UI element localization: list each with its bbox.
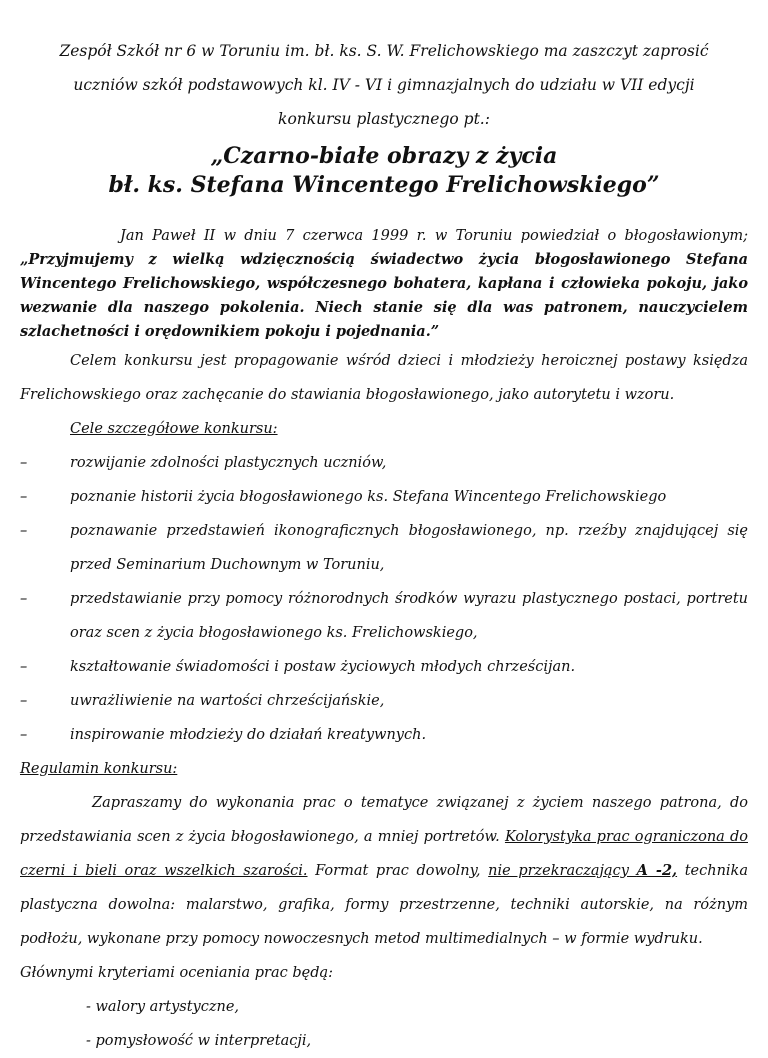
intro-line: Zespół Szkół nr 6 w Toruniu im. bł. ks. S. W. Frelichowskiego ma zaszczyt zaprosić	[59, 42, 709, 60]
rules-heading: Regulamin konkursu:	[20, 761, 178, 777]
rules-text: technika plastyczna dowolna: malarstwo, grafika, formy przestrzenne, techniki autorskie, na różnym podłożu, wykonane przy pomocy nowoczesnych metod multimedialnych – w formie wydruku.	[20, 863, 748, 947]
rules-color-restriction: Kolorystyka prac ograniczona do czerni i bieli oraz wszelkich szarości.	[20, 829, 748, 879]
list-item: – uwrażliwienie na wartości chrześcijańskie,	[20, 684, 748, 718]
list-item: – poznanie historii życia błogosławionego ks. Stefana Wincentego Frelichowskiego	[20, 480, 748, 514]
rules-format-size: A -2,	[636, 862, 678, 879]
list-item: – poznawanie przedstawień ikonograficznych błogosławionego, np. rzeźby znajdującej się przed Seminarium Duchownym w Toruniu,	[20, 514, 748, 582]
dash-bullet: –	[20, 693, 28, 709]
rules-text: Format prac dowolny,	[307, 863, 489, 879]
goals-heading: Cele szczegółowe konkursu:	[70, 421, 278, 437]
title-line: bł. ks. Stefana Wincentego Frelichowskiego”	[108, 172, 660, 198]
intro-line: uczniów szkół podstawowych kl. IV - VI i gimnazjalnych do udziału w VII edycji	[73, 76, 695, 94]
contest-title	[20, 142, 748, 200]
pope-quote: „Przyjmujemy z wielką wdzięcznością świadectwo życia błogosławionego Stefana Wincentego Frelichowskiego, współczesnego bohatera, kapłana i człowieka pokoju, jako wezwanie dla naszego pokolenia. Niech stanie się dla was patronem, nauczycielem szlachetności i orędownikiem pokoju i pojednania.”	[20, 251, 748, 340]
quote-lead: Jan Paweł II w dniu 7 czerwca 1999 r. w Toruniu powiedział o błogosławionym;	[120, 228, 748, 244]
rules-format-limit: nie przekraczający	[488, 863, 637, 879]
invitation-intro	[20, 0, 748, 136]
list-item: – inspirowanie młodzieży do działań kreatywnych.	[20, 718, 748, 752]
list-item: – rozwijanie zdolności plastycznych uczniów,	[20, 446, 748, 480]
intro-line: konkursu plastycznego pt.:	[278, 110, 490, 128]
criteria-list	[20, 990, 748, 1058]
dash-bullet: –	[20, 727, 28, 743]
list-item: - pomysłowość w interpretacji,	[86, 1033, 312, 1049]
goals-list	[20, 446, 748, 752]
list-item: – kształtowanie świadomości i postaw życiowych młodych chrześcijan.	[20, 650, 748, 684]
rules-text: Zapraszamy do wykonania prac o tematyce związanej z życiem naszego patrona, do przedstawiania scen z życia błogosławionego, a mniej portretów.	[20, 795, 748, 845]
contest-goal-paragraph: Celem konkursu jest propagowanie wśród dzieci i młodzieży heroicznej postawy księdza Frelichowskiego oraz zachęcanie do stawiania błogosławionego, jako autorytetu i wzoru.	[20, 353, 748, 403]
dash-bullet: –	[20, 455, 28, 471]
dash-bullet: –	[20, 659, 28, 675]
list-item: – przedstawianie przy pomocy różnorodnych środków wyrazu plastycznego postaci, portretu oraz scen z życia błogosławionego ks. Frelichowskiego,	[20, 582, 748, 650]
rules-paragraph	[20, 786, 748, 956]
criteria-heading: Głównymi kryteriami oceniania prac będą:	[20, 965, 334, 981]
dash-bullet: –	[20, 489, 28, 505]
list-item: - walory artystyczne,	[86, 999, 240, 1015]
dash-bullet: –	[20, 523, 28, 539]
dash-bullet: –	[20, 591, 28, 607]
pope-quote-paragraph	[20, 224, 748, 344]
title-line: „Czarno-białe obrazy z życia	[210, 143, 558, 169]
